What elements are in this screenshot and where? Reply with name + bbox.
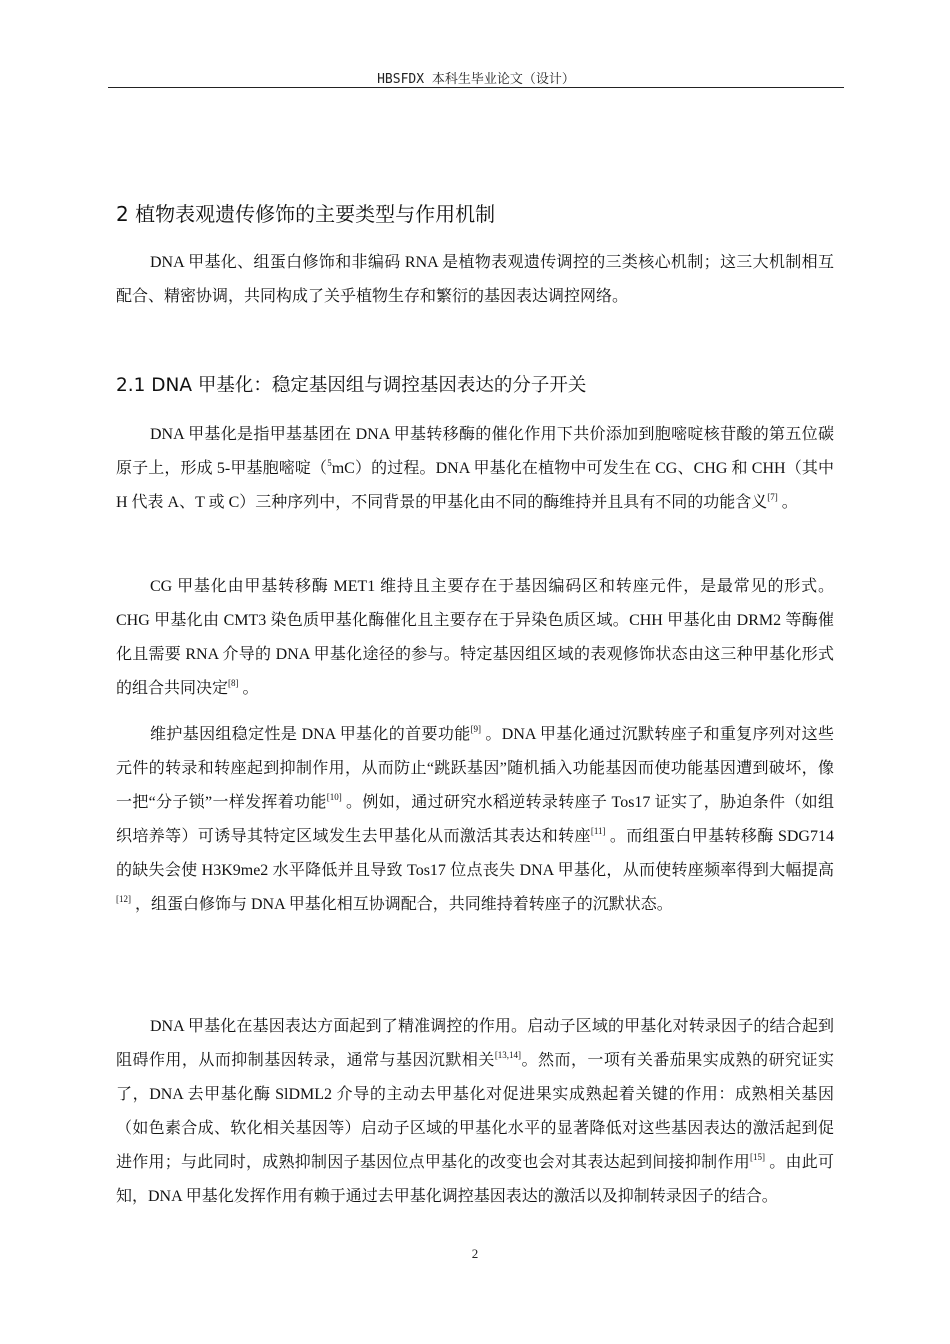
p1-superscript-5: 5 <box>327 458 332 468</box>
header-rule <box>108 87 844 88</box>
chapter-heading: 2 植物表观遗传修饰的主要类型与作用机制 <box>116 202 496 226</box>
citation-ref: [15] <box>749 1152 765 1162</box>
citation-ref: [9] <box>470 724 482 734</box>
p4-text-a: DNA 甲基化在基因表达方面起到了精准调控的作用。启动子区域的甲基化对转录因子的结合起到阻碍作用，从而抑制基因转录，通常与基因沉默相关 <box>116 1018 834 1069</box>
p1-text-b: mC）的过程。DNA 甲基化在植物中可发生在 CG、CHG 和 CHH（其中 H 代表 A、T 或 C）三种序列中，不同背景的甲基化由不同的酶维持并且具有不同的功能含义 <box>116 460 834 511</box>
citation-ref: [13,14] <box>494 1050 522 1060</box>
paragraph-gene-expression <box>116 1010 834 1214</box>
p1-text-c: 。 <box>777 494 798 511</box>
citation-ref: [8] <box>228 678 239 688</box>
p3-text-b: 。DNA 甲基化通过沉默转座子和重复序列对这些元件的转录和转座起到抑制作用，从而防止“跳跃基因”随机插入功能基因而使功能基因遭到破坏，像一把“分子锁”一样发挥着功能 <box>116 726 834 811</box>
paragraph-dna-methylation-definition <box>116 418 834 520</box>
citation-ref: [10] <box>326 792 342 802</box>
p3-text-a: 维护基因组稳定性是 DNA 甲基化的首要功能 <box>150 726 471 743</box>
citation-ref: [7] <box>767 492 778 502</box>
p2-text-a: CG 甲基化由甲基转移酶 MET1 维持且主要存在于基因编码区和转座元件，是最常见的形式。CHG 甲基化由 CMT3 染色质甲基化酶催化且主要存在于异染色质区域。CHH 甲基化由 DRM2 等酶催化且需要 RNA 介导的 DNA 甲基化途径的参与。特定基因组区域的表观修饰状态由这三种甲基化形式的组合共同决定 <box>116 578 834 697</box>
intro-paragraph <box>116 246 834 314</box>
running-header: HBSFDX 本科生毕业论文（设计） <box>377 72 575 87</box>
citation-ref: [12] <box>116 894 131 904</box>
section-heading: 2.1 DNA 甲基化：稳定基因组与调控基因表达的分子开关 <box>116 375 587 396</box>
paragraph-genome-stability <box>116 718 834 922</box>
citation-ref: [11] <box>590 826 606 836</box>
p3-text-d: 。而组蛋白甲基转移酶 SDG714 的缺失会使 H3K9me2 水平降低并且导致 Tos17 位点丧失 DNA 甲基化，从而使转座频率得到大幅提高 <box>116 828 834 879</box>
page-number: 2 <box>471 1246 479 1261</box>
paragraph-methylation-types <box>116 570 834 706</box>
p2-text-b: 。 <box>238 680 259 697</box>
p4-text-c: 。由此可知，DNA 甲基化发挥作用有赖于通过去甲基化调控基因表达的激活以及抑制转录因子的结合。 <box>116 1154 834 1205</box>
p4-text-b: 。然而，一项有关番茄果实成熟的研究证实了，DNA 去甲基化酶 SlDML2 介导的主动去甲基化对促进果实成熟起着关键的作用：成熟相关基因（如色素合成、软化相关基因等）启动子区域的甲基化水平的显著降低对这些基因表达的激活起到促进作用；与此同时，成熟抑制因子基因位点甲基化的改变也会对其表达起到间接抑制作用 <box>116 1052 834 1171</box>
p3-text-e: ，组蛋白修饰与 DNA 甲基化相互协调配合，共同维持着转座子的沉默状态。 <box>131 896 673 913</box>
intro-text: DNA 甲基化、组蛋白修饰和非编码 RNA 是植物表观遗传调控的三类核心机制；这三大机制相互配合、精密协调，共同构成了关乎植物生存和繁衍的基因表达调控网络。 <box>116 254 834 305</box>
p1-text-a: DNA 甲基化是指甲基基团在 DNA 甲基转移酶的催化作用下共价添加到胞嘧啶核苷酸的第五位碳原子上，形成 5-甲基胞嘧啶（ <box>116 426 834 477</box>
p3-text-c: 。例如，通过研究水稻逆转录转座子 Tos17 证实了，胁迫条件（如组织培养等）可诱导其特定区域发生去甲基化从而激活其表达和转座 <box>116 794 834 845</box>
